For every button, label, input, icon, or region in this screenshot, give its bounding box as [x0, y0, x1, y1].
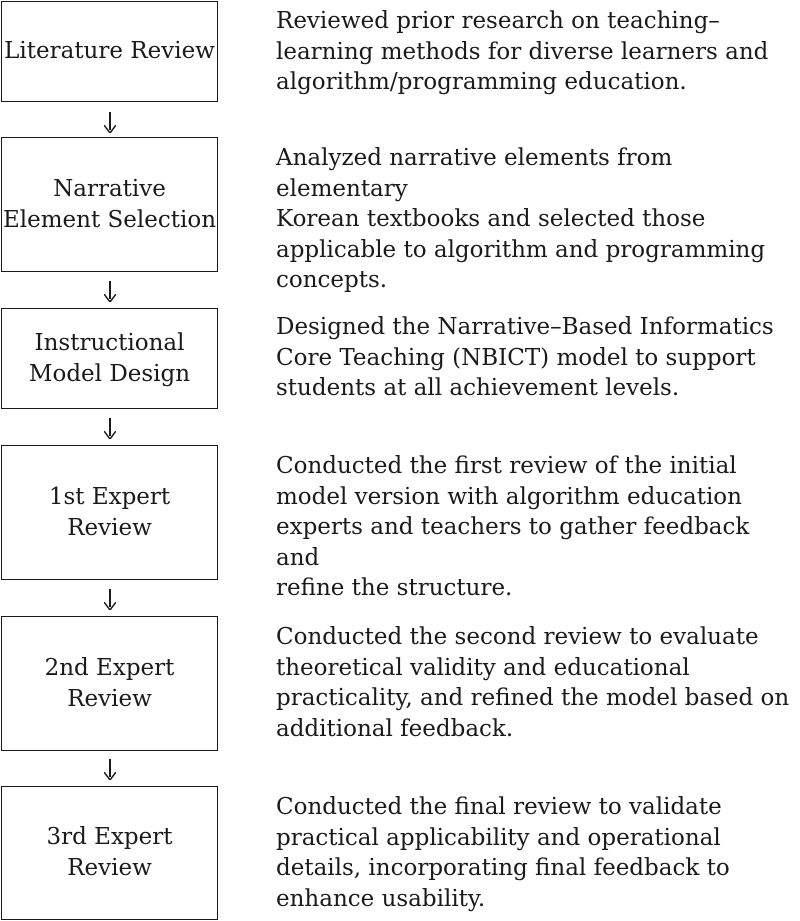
step-description: Conducted the first review of the initial model version with algorithm education experts and teachers to gather feedback and refine the structure.	[276, 453, 750, 601]
step-box-3rd-expert-review	[1, 786, 218, 920]
step-description: Conducted the second review to evaluate theoretical validity and educational practicality, and refined the model based on additional feedback.	[276, 624, 790, 742]
step-label: 1st Expert Review	[48, 483, 171, 541]
arrow-down-icon	[104, 294, 116, 302]
step-description: Reviewed prior research on teaching– learning methods for diverse learners and algorithm/programming education.	[276, 8, 769, 95]
step-box-2nd-expert-review	[1, 616, 218, 751]
flow-arrow	[104, 418, 116, 438]
step-label: 2nd Expert Review	[44, 654, 175, 712]
step-description: Conducted the final review to validate practical applicability and operational details, incorporating final feedback to enhance usability.	[276, 794, 730, 912]
step-label: 3rd Expert Review	[46, 824, 173, 881]
step-description: Analyzed narrative elements from elementary Korean textbooks and selected those applicable to algorithm and programming concepts.	[276, 145, 766, 293]
flow-arrow	[104, 281, 116, 301]
step-label: Narrative Element Selection	[2, 175, 217, 233]
step-box-literature-review	[1, 1, 218, 102]
arrow-down-icon	[104, 602, 116, 610]
flow-arrow	[104, 589, 116, 609]
step-box-1st-expert-review	[1, 445, 218, 580]
step-description: Designed the Narrative–Based Informatics Core Teaching (NBICT) model to support students at all achievement levels.	[276, 314, 774, 401]
step-label: Literature Review	[4, 38, 215, 64]
flow-arrow	[104, 112, 116, 132]
arrow-down-icon	[104, 431, 116, 439]
arrow-down-icon	[104, 125, 116, 133]
arrow-down-icon	[104, 772, 116, 780]
step-label: Instructional Model Design	[28, 329, 191, 387]
step-box-instructional-model-design	[1, 308, 218, 409]
step-box-narrative-element-selection	[1, 137, 218, 272]
flow-arrow	[104, 759, 116, 779]
